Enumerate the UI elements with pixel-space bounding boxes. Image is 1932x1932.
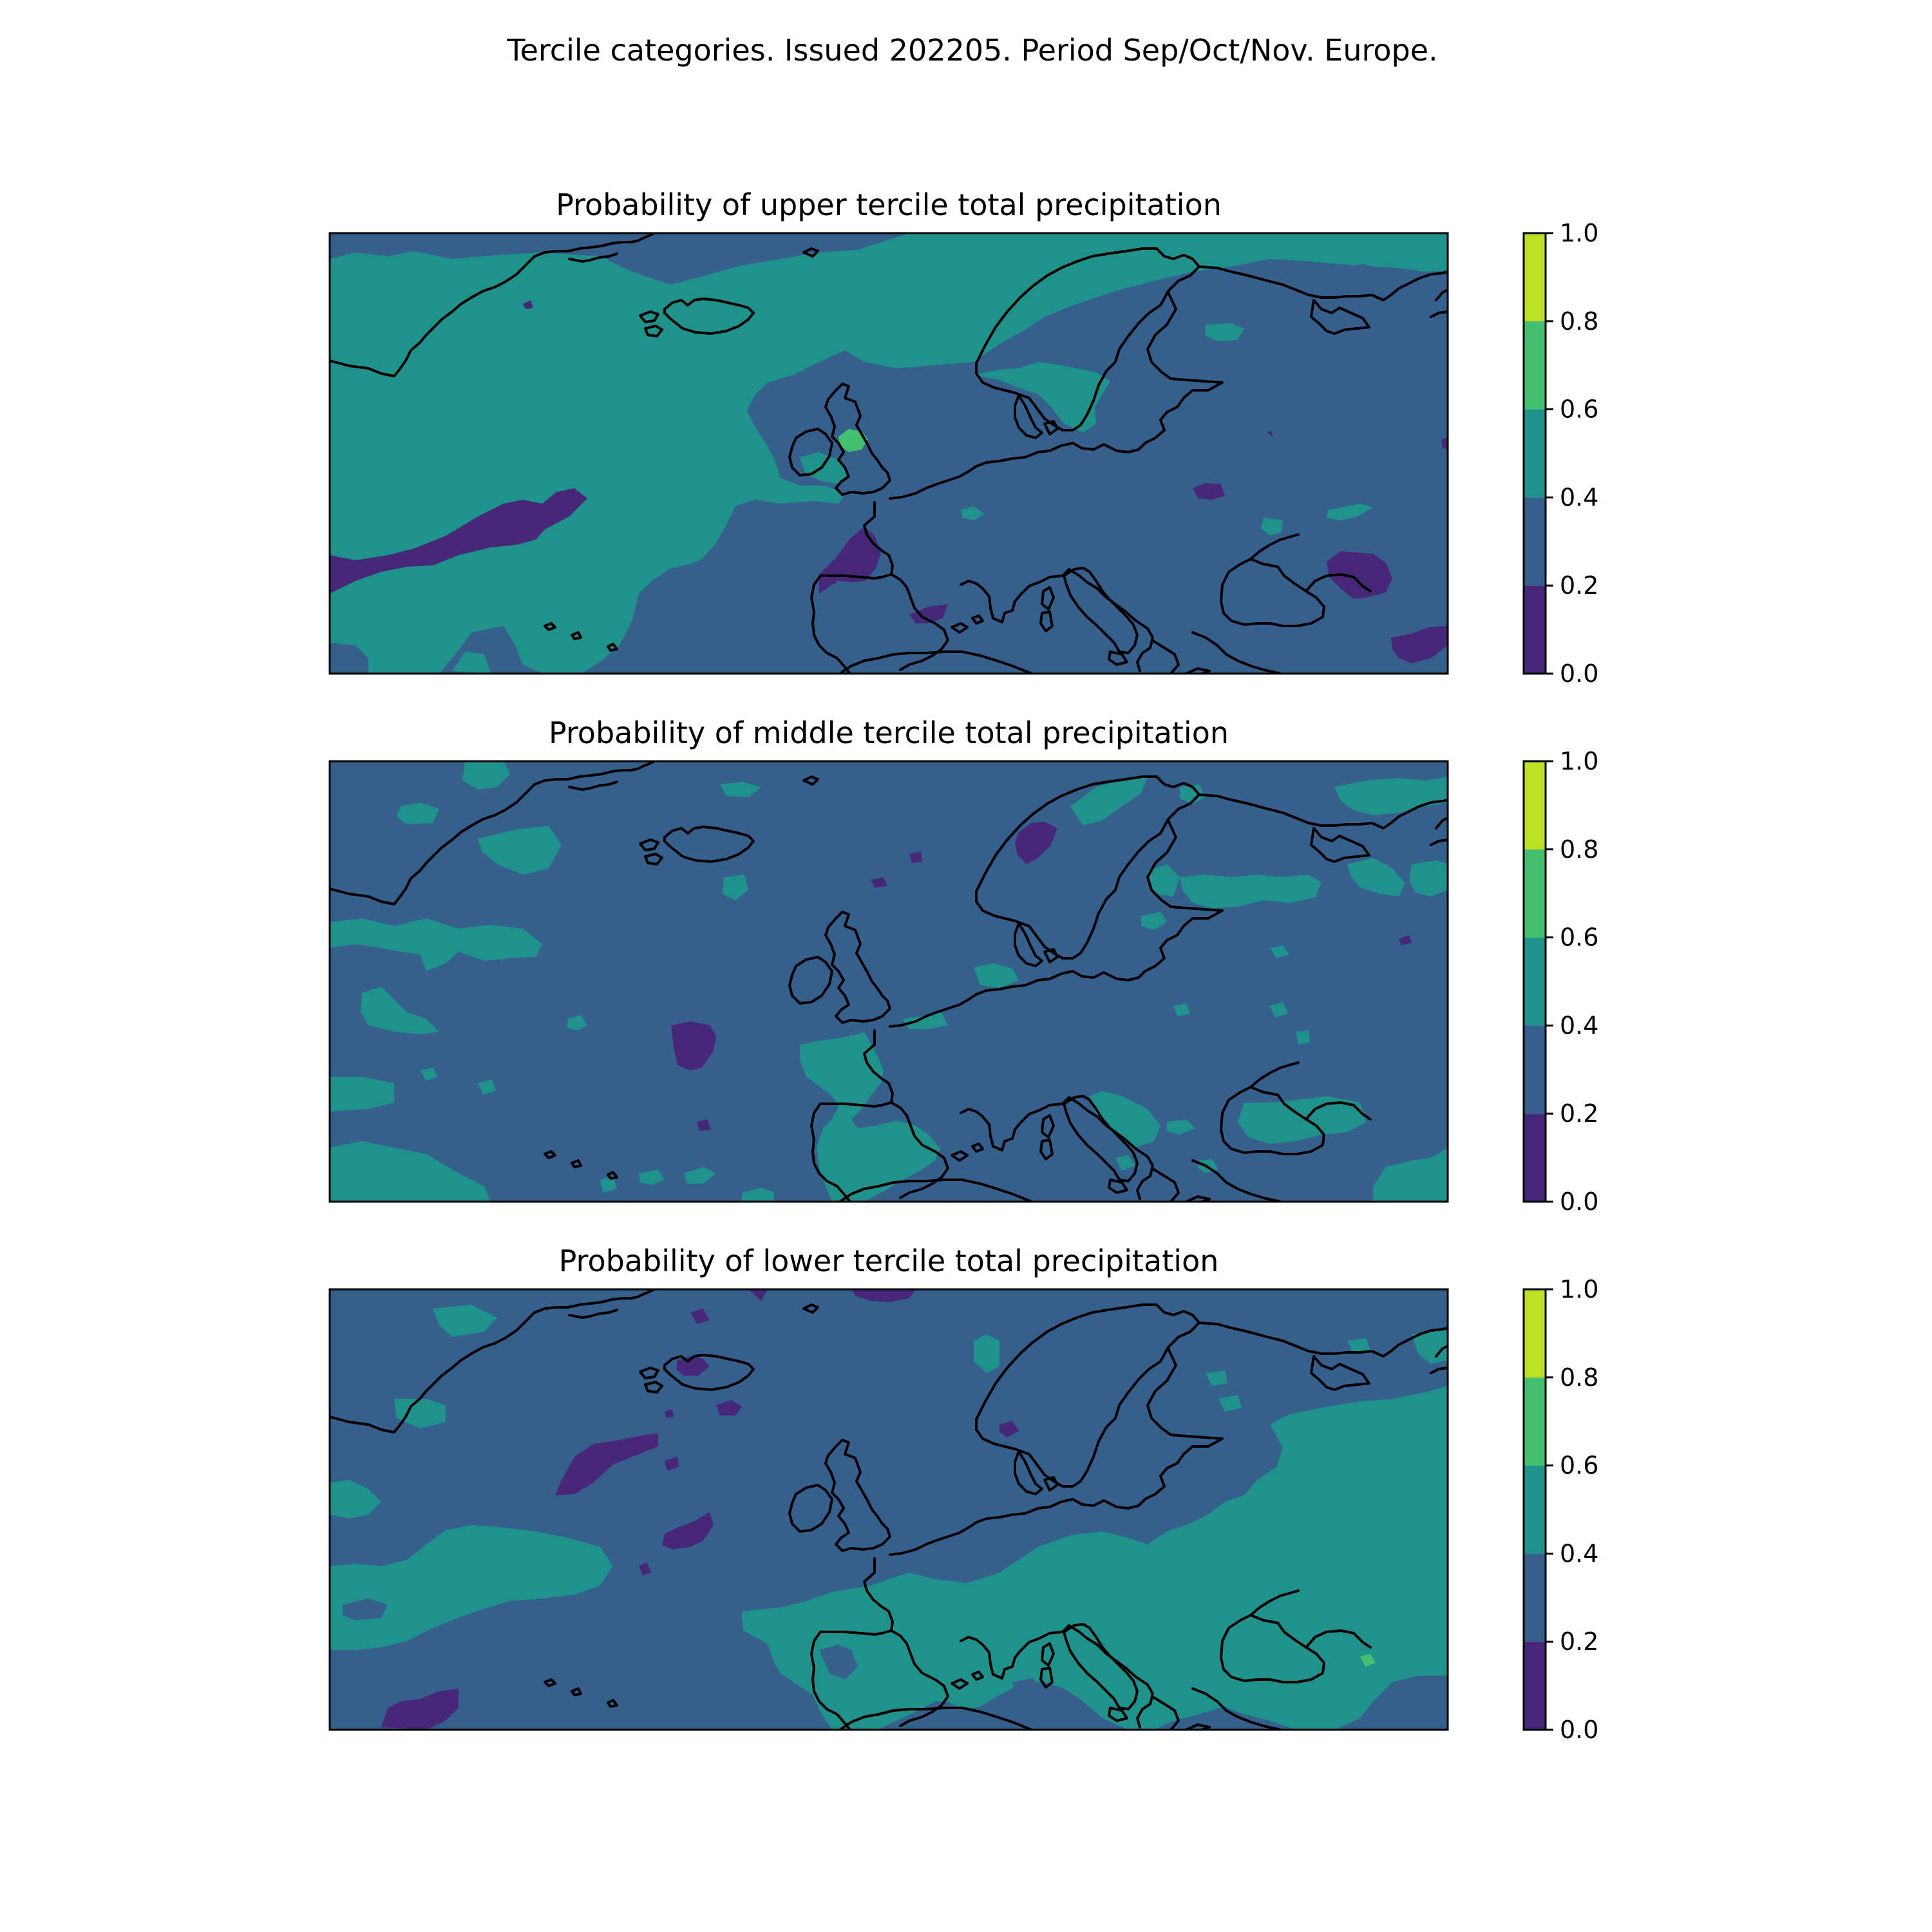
colorbar-tick-label: 0.6 <box>1560 1451 1599 1480</box>
panel-title: Probability of upper tercile total precipitation <box>556 187 1222 222</box>
colorbar-tick-label: 1.0 <box>1560 1275 1599 1303</box>
colorbar-swatch <box>1524 1025 1546 1113</box>
colorbar-tick-label: 0.8 <box>1560 835 1599 864</box>
colorbar-swatch <box>1524 849 1546 938</box>
colorbar-tick-label: 1.0 <box>1560 747 1599 775</box>
colorbar-tick-label: 0.2 <box>1560 571 1599 600</box>
colorbar-tick-label: 0.8 <box>1560 307 1599 336</box>
colorbar-tick-label: 0.2 <box>1560 1099 1599 1128</box>
colorbar-ticks <box>1546 1275 1598 1744</box>
panel-middle-tercile <box>330 715 1598 1216</box>
colorbar-swatch <box>1524 410 1546 498</box>
colorbar-tick-label: 0.4 <box>1560 1011 1599 1040</box>
map-area <box>330 233 1448 674</box>
colorbar <box>1524 1275 1598 1744</box>
colorbar <box>1524 747 1598 1216</box>
colorbar-tick-label: 0.8 <box>1560 1363 1599 1392</box>
colorbar-tick-label: 0.6 <box>1560 395 1599 424</box>
colorbar-swatches <box>1524 233 1546 674</box>
panel-title: Probability of middle tercile total precipitation <box>548 715 1229 750</box>
colorbar-ticks <box>1546 219 1598 688</box>
map-area <box>330 1289 1448 1730</box>
colorbar-swatch <box>1524 1466 1546 1554</box>
colorbar-swatch <box>1524 1553 1546 1642</box>
colorbar-ticks <box>1546 747 1598 1216</box>
colorbar-swatch <box>1524 938 1546 1026</box>
colorbar-swatch <box>1524 497 1546 585</box>
panel-upper-tercile <box>330 187 1598 688</box>
colorbar-tick-label: 0.0 <box>1560 659 1599 688</box>
colorbar-swatch <box>1524 321 1546 410</box>
colorbar-tick-label: 0.0 <box>1560 1188 1599 1216</box>
colorbar-tick-label: 0.4 <box>1560 483 1599 512</box>
colorbar-swatches <box>1524 1289 1546 1730</box>
colorbar-swatch <box>1524 233 1546 321</box>
colorbar-tick-label: 0.0 <box>1560 1716 1599 1744</box>
colorbar-tick-label: 1.0 <box>1560 219 1599 247</box>
panel-lower-tercile <box>330 1244 1598 1744</box>
colorbar-tick-label: 0.2 <box>1560 1627 1599 1656</box>
colorbar-swatch <box>1524 1378 1546 1466</box>
colorbar-swatch <box>1524 1289 1546 1378</box>
colorbar-swatch <box>1524 585 1546 674</box>
colorbar-tick-label: 0.6 <box>1560 923 1599 952</box>
colorbar <box>1524 219 1598 688</box>
map-area <box>330 761 1448 1202</box>
colorbar-swatch <box>1524 1642 1546 1730</box>
colorbar-tick-label: 0.4 <box>1560 1539 1599 1568</box>
colorbar-swatch <box>1524 1113 1546 1202</box>
figure-title: Tercile categories. Issued 202205. Period Sep/Oct/Nov. Europe. <box>507 33 1438 68</box>
colorbar-swatch <box>1524 761 1546 849</box>
panel-title: Probability of lower tercile total precipitation <box>558 1244 1219 1278</box>
colorbar-swatches <box>1524 761 1546 1202</box>
